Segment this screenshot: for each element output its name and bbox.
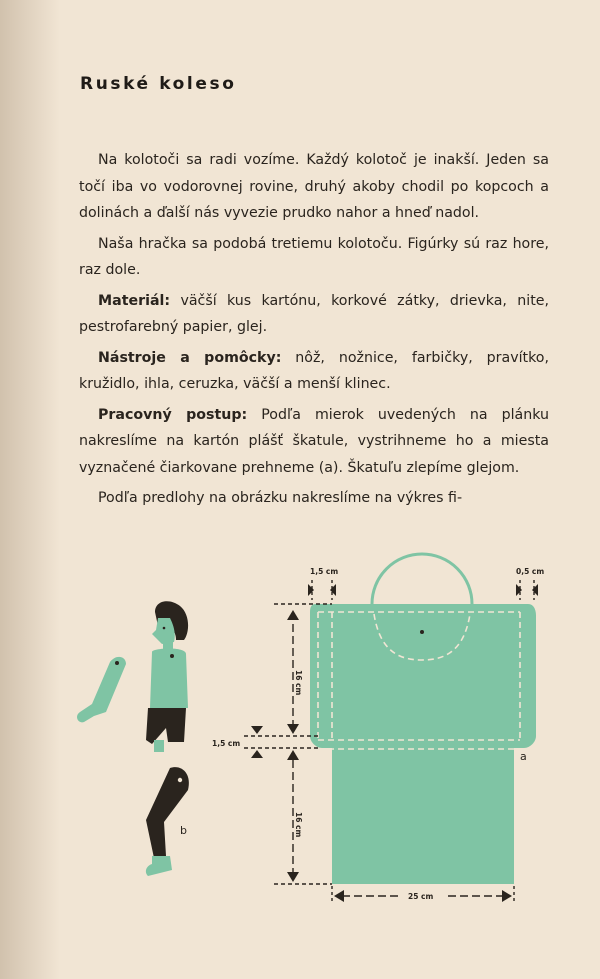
dim-lower-height-label: 16 cm: [294, 812, 303, 838]
arrow-lower-top: [287, 750, 299, 760]
paragraph-material: [79, 288, 549, 341]
procedure-text: Podľa mierok uvedených na plánku nakreslíme na kartón plášť škatule, vystrihneme ho a miesta vyznačené čiarkovane prehneme (a). Škatuľu zlepíme glejom.: [79, 406, 549, 476]
tools-text: nôž, nožnice, farbičky, pravítko, kružidlo, ihla, ceruzka, väčší a menší klinec.: [79, 349, 549, 392]
dim-left-tab-label: 1,5 cm: [310, 567, 339, 576]
figure-arm: [77, 657, 126, 722]
label-b: b: [180, 824, 187, 837]
upper-panel: [310, 604, 536, 748]
box-net: [310, 554, 536, 884]
paragraph-intro: Na kolotoči sa radi vozíme. Každý kolotoč je inakší. Jeden sa točí iba vo vodorovnej rovine, druhý akoby chodil po kopcoch a dolinách a ďalší nás vyvezie prudko nahor a hneď nadol.: [79, 152, 549, 221]
paragraph-tools: [79, 345, 549, 398]
label-a: a: [520, 750, 527, 763]
figure-shoe: [146, 856, 172, 876]
dim-upper-height-label: 16 cm: [294, 670, 303, 696]
arrow-mid-top: [251, 726, 263, 734]
paragraph-toy: Naša hračka sa podobá tretiemu kolotoču. Figúrky sú raz hore, raz dole.: [79, 235, 549, 278]
figure-leg: [146, 767, 189, 858]
figure-torso-dot: [170, 654, 174, 658]
arrow-upper-bottom: [287, 724, 299, 734]
body-text: [79, 147, 549, 516]
arrow-tab-right-a: [516, 584, 522, 596]
figure-eye: [163, 627, 166, 630]
arrow-lower-bottom: [287, 872, 299, 882]
figure-knee: [154, 740, 164, 752]
arrow-tab-right-b: [532, 584, 538, 596]
material-text: väčší kus kartónu, korkové zátky, drievka, nite, pestrofarebný papier, glej.: [79, 292, 550, 335]
page-title: Ruské koleso: [80, 74, 237, 94]
paragraph-continuation: Podľa predlohy na obrázku nakreslíme na výkres fi-: [98, 490, 463, 506]
figure-face: [152, 618, 175, 644]
boy-figure: [77, 601, 189, 876]
dim-width-label: 25 cm: [408, 892, 434, 901]
procedure-label: Pracovný postup:: [98, 406, 248, 423]
illustration: [0, 548, 600, 908]
dim-middle-label: 1,5 cm: [212, 739, 241, 748]
paragraph-procedure: [79, 402, 549, 482]
arrow-mid-bottom: [251, 750, 263, 758]
lower-panel: [332, 748, 514, 884]
dim-right-tab-label: 0,5 cm: [516, 567, 545, 576]
material-label: Materiál:: [98, 292, 171, 309]
center-hole: [420, 630, 424, 634]
arrow-tab-left-b: [330, 584, 336, 596]
figure-torso: [150, 649, 188, 709]
arrow-width-left: [334, 890, 344, 902]
figure-shorts: [146, 708, 186, 744]
arrow-tab-left-a: [308, 584, 314, 596]
arrow-width-right: [502, 890, 512, 902]
arrow-upper-top: [287, 610, 299, 620]
tools-label: Nástroje a pomôcky:: [98, 349, 282, 366]
arm-joint-hole: [115, 661, 119, 665]
leg-joint-hole: [178, 778, 182, 782]
